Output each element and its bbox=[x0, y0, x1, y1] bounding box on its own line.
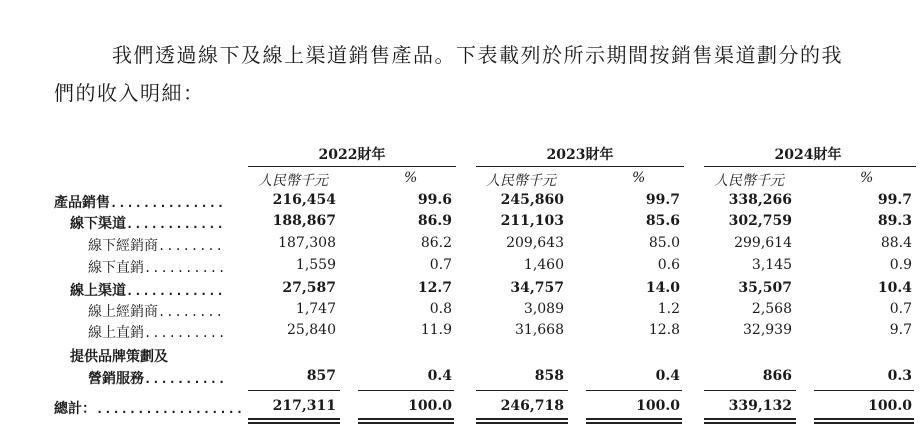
row-label-text: 提供品牌策劃及 bbox=[70, 349, 168, 365]
percent-cell: 89.3 bbox=[877, 213, 912, 229]
subtotal-rule bbox=[476, 390, 568, 391]
amount-cell: 27,587 bbox=[282, 280, 336, 296]
amount-cell: 299,614 bbox=[734, 235, 792, 251]
amount-cell: 34,757 bbox=[510, 280, 564, 296]
subtotal-rule bbox=[704, 390, 796, 391]
percent-cell: 100.0 bbox=[636, 398, 680, 414]
row-label bbox=[88, 368, 226, 388]
unit-rmb-2022: 人民幣千元 bbox=[258, 173, 328, 189]
table-row bbox=[0, 301, 924, 323]
table-row bbox=[0, 280, 924, 302]
percent-cell: 0.4 bbox=[655, 368, 680, 384]
year-underline-2023 bbox=[476, 166, 684, 167]
percent-cell: 99.6 bbox=[417, 192, 452, 208]
percent-cell: 0.6 bbox=[657, 257, 680, 273]
leader-dots: .............. bbox=[110, 196, 226, 210]
row-label-text: 線上經銷商 bbox=[88, 304, 158, 320]
subtotal-rule bbox=[358, 390, 454, 391]
amount-cell: 187,308 bbox=[278, 235, 336, 251]
amount-cell: 35,507 bbox=[738, 280, 792, 296]
leader-dots: .......... bbox=[144, 261, 227, 275]
percent-cell: 88.4 bbox=[880, 235, 912, 251]
total-double-rule bbox=[586, 418, 682, 424]
amount-cell: 25,840 bbox=[287, 322, 336, 338]
row-label bbox=[88, 235, 224, 255]
unit-pct-2023: % bbox=[632, 170, 646, 186]
amount-cell: 3,145 bbox=[751, 257, 792, 273]
row-label-text: 線下直銷 bbox=[88, 260, 144, 276]
subtotal-rule bbox=[586, 390, 682, 391]
percent-cell: 0.9 bbox=[889, 257, 912, 273]
amount-cell: 338,266 bbox=[728, 192, 792, 208]
table-row bbox=[0, 398, 924, 420]
leader-dots: .......... bbox=[144, 372, 227, 386]
amount-cell: 1,747 bbox=[295, 301, 336, 317]
row-label bbox=[88, 322, 226, 342]
percent-cell: 0.3 bbox=[887, 368, 912, 384]
amount-cell: 217,311 bbox=[272, 398, 336, 414]
amount-cell: 188,867 bbox=[272, 213, 336, 229]
leader-dots: .................. bbox=[96, 402, 245, 416]
leader-dots: ........ bbox=[158, 305, 224, 319]
row-label bbox=[70, 213, 225, 233]
unit-pct-2022: % bbox=[404, 170, 418, 186]
amount-cell: 31,668 bbox=[515, 322, 564, 338]
table-row bbox=[0, 192, 924, 214]
percent-cell: 0.4 bbox=[427, 368, 452, 384]
amount-cell: 216,454 bbox=[272, 192, 336, 208]
row-label-text: 營銷服務 bbox=[88, 371, 144, 387]
row-label bbox=[54, 398, 244, 418]
table-row bbox=[0, 346, 924, 368]
percent-cell: 10.4 bbox=[877, 280, 912, 296]
row-label bbox=[88, 301, 224, 321]
amount-cell: 857 bbox=[306, 368, 336, 384]
percent-cell: 85.0 bbox=[648, 235, 680, 251]
percent-cell: 85.6 bbox=[645, 213, 680, 229]
year-underline-2022 bbox=[248, 166, 456, 167]
table-row bbox=[0, 213, 924, 235]
row-label bbox=[54, 192, 225, 212]
unit-rmb-2024: 人民幣千元 bbox=[714, 173, 784, 189]
unit-pct-2024: % bbox=[860, 170, 874, 186]
amount-cell: 3,089 bbox=[523, 301, 564, 317]
row-label-text: 線下經銷商 bbox=[88, 238, 158, 254]
amount-cell: 339,132 bbox=[728, 398, 792, 414]
leader-dots: .......... bbox=[144, 326, 227, 340]
row-label-text: 產品銷售 bbox=[54, 195, 110, 211]
amount-cell: 858 bbox=[534, 368, 564, 384]
year-header-2022: 2022財年 bbox=[318, 147, 386, 163]
amount-cell: 1,559 bbox=[295, 257, 336, 273]
amount-cell: 245,860 bbox=[500, 192, 564, 208]
year-underline-2024 bbox=[704, 166, 916, 167]
amount-cell: 1,460 bbox=[523, 257, 564, 273]
total-double-rule bbox=[704, 418, 796, 424]
percent-cell: 99.7 bbox=[645, 192, 680, 208]
unit-rmb-2023: 人民幣千元 bbox=[486, 173, 556, 189]
intro-line-2: 們的收入明細： bbox=[54, 81, 205, 105]
row-label bbox=[70, 346, 168, 366]
intro-paragraph bbox=[54, 36, 914, 112]
leader-dots: ............ bbox=[126, 217, 225, 231]
total-double-rule bbox=[814, 418, 914, 424]
table-row bbox=[0, 257, 924, 279]
total-double-rule bbox=[358, 418, 454, 424]
percent-cell: 11.9 bbox=[420, 322, 452, 338]
percent-cell: 14.0 bbox=[645, 280, 680, 296]
leader-dots: ........ bbox=[158, 239, 224, 253]
row-label bbox=[88, 257, 226, 277]
row-label-text: 線上渠道 bbox=[70, 283, 126, 299]
leader-dots: ............ bbox=[126, 284, 225, 298]
year-header-2023: 2023財年 bbox=[546, 147, 614, 163]
amount-cell: 302,759 bbox=[728, 213, 792, 229]
percent-cell: 1.2 bbox=[657, 301, 680, 317]
total-double-rule bbox=[476, 418, 568, 424]
percent-cell: 0.8 bbox=[429, 301, 452, 317]
percent-cell: 100.0 bbox=[868, 398, 912, 414]
amount-cell: 2,568 bbox=[751, 301, 792, 317]
amount-cell: 32,939 bbox=[743, 322, 792, 338]
row-label-text: 線上直銷 bbox=[88, 325, 144, 341]
amount-cell: 211,103 bbox=[500, 213, 564, 229]
row-label-text: 線下渠道 bbox=[70, 216, 126, 232]
amount-cell: 866 bbox=[762, 368, 792, 384]
subtotal-rule bbox=[248, 390, 340, 391]
percent-cell: 0.7 bbox=[889, 301, 912, 317]
percent-cell: 86.9 bbox=[417, 213, 452, 229]
total-double-rule bbox=[248, 418, 340, 424]
year-header-2024: 2024財年 bbox=[774, 147, 842, 163]
amount-cell: 246,718 bbox=[500, 398, 564, 414]
table-row bbox=[0, 322, 924, 344]
table-row bbox=[0, 368, 924, 390]
intro-line-1: 我們透過線下及線上渠道銷售產品。下表載列於所示期間按銷售渠道劃分的我 bbox=[112, 43, 843, 67]
percent-cell: 99.7 bbox=[877, 192, 912, 208]
percent-cell: 12.7 bbox=[417, 280, 452, 296]
percent-cell: 12.8 bbox=[648, 322, 680, 338]
table-row bbox=[0, 235, 924, 257]
percent-cell: 0.7 bbox=[429, 257, 452, 273]
amount-cell: 209,643 bbox=[506, 235, 564, 251]
row-label bbox=[70, 280, 225, 300]
subtotal-rule bbox=[814, 390, 914, 391]
percent-cell: 86.2 bbox=[420, 235, 452, 251]
row-label-text: 總計： bbox=[54, 401, 96, 417]
percent-cell: 100.0 bbox=[408, 398, 452, 414]
percent-cell: 9.7 bbox=[889, 322, 912, 338]
